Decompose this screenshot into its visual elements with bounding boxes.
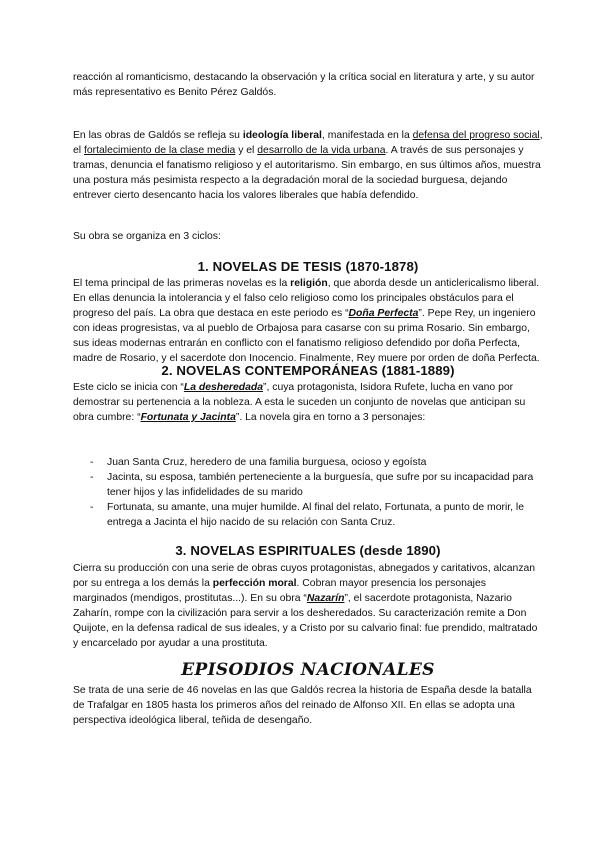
- episodios-paragraph: Se trata de una serie de 46 novelas en las que Galdós recrea la historia de España desde la batalla de Trafalgar en 1805 hasta los primeros años del reinado de Alfonso XII. En ellas se adopta una perspectiva ideológica liberal, teñida de desengaño.: [73, 685, 532, 726]
- underlined-phrase: fortalecimiento de la clase media: [83, 145, 236, 156]
- heading-novelas-contemporaneas: 2. NOVELAS CONTEMPORÁNEAS (1881-1889): [161, 363, 455, 378]
- list-item: - Jacinta, su esposa, también perteneciente a la burguesía, que sufre por su incapacidad para tener hijos y las infidelidades de su marido: [88, 470, 543, 500]
- heading-novelas-espirituales: 3. NOVELAS ESPIRITUALES (desde 1890): [175, 543, 441, 558]
- work-title-nazarin: Nazarín: [306, 593, 345, 604]
- ciclos-intro: Su obra se organiza en 3 ciclos:: [73, 231, 221, 242]
- characters-list: [88, 455, 543, 530]
- contemporaneas-paragraph: Este ciclo se inicia con “La desheredada”, cuya protagonista, Isidora Rufete, lucha en vano por demostrar su pertenencia a la nobleza. A esta le suceden un conjunto de novelas que anticipan su obra cumbre: “Fortunata y Jacinta”. La novela gira en torno a 3 personajes:: [73, 382, 526, 423]
- religion-term: religión: [290, 278, 328, 289]
- heading-episodios-nacionales: EPISODIOS NACIONALES: [181, 660, 435, 680]
- intro-paragraph: reacción al romanticismo, destacando la observación y la crítica social en literatura y arte, y su autor más representativo es Benito Pérez Galdós.: [73, 72, 535, 98]
- list-item: - Fortunata, su amante, una mujer humilde. Al final del relato, Fortunata, a punto de morir, le entrega a Jacinta el hijo nacido de su relación con Santa Cruz.: [88, 500, 543, 530]
- perfeccion-moral-term: perfección moral: [212, 578, 297, 589]
- work-title-fortunata-y-jacinta: Fortunata y Jacinta: [140, 412, 236, 423]
- work-title-dona-perfecta: Doña Perfecta: [348, 308, 419, 319]
- list-item: - Juan Santa Cruz, heredero de una familia burguesa, ocioso y egoísta: [88, 455, 543, 470]
- ideologia-liberal-term: ideología liberal: [242, 130, 322, 141]
- work-title-la-desheredada: La desheredada: [183, 382, 264, 393]
- tesis-paragraph: El tema principal de las primeras novelas es la religión, que aborda desde un anticlericalismo liberal. En ellas denuncia la intolerancia y el falso celo religioso como los principales obstáculos para el progreso del país. La obra que destaca en este periodo es “Doña Perfecta”. Pepe Rey, un ingeniero con ideas progresistas, va al pueblo de Orbajosa para casarse con su prima Rosario. Sin embargo, sus ideas modernas entrarán en conflicto con el fanatismo religioso defendido por doña Perfecta, madre de Rosario, y el sacerdote don Inocencio. Finalmente, Rey muere por orden de doña Perfecta.: [73, 278, 540, 364]
- ideologia-paragraph: En las obras de Galdós se refleja su ideología liberal, manifestada en la defensa del progreso social, el fortalecimiento de la clase media y el desarrollo de la vida urbana. A través de sus personajes y tramas, denuncia el fanatismo religioso y el autoritarismo. Sin embargo, en sus últimos años, muestra una postura más pesimista respecto a la degradación moral de la sociedad burguesa, dejando entrever cierto desencanto hacia los valores liberales que había defendido.: [73, 130, 543, 201]
- espirituales-paragraph: Cierra su producción con una serie de obras cuyos protagonistas, abnegados y caritativos, alcanzan por su entrega a los demás la perfección moral. Cobran mayor presencia los personajes marginados (mendigos, prostitutas...). En su obra “Nazarín”, el sacerdote protagonista, Nazario Zaharín, rompe con la civilización para servir a los desheredados. Su caracterización remite a Don Quijote, en la defensa radical de sus ideales, y a Cristo por su calvario final: fue prendido, maltratado y encarcelado por ayudar a una prostituta.: [73, 563, 538, 649]
- underlined-phrase: desarrollo de la vida urbana: [257, 145, 386, 156]
- heading-novelas-de-tesis: 1. NOVELAS DE TESIS (1870-1878): [197, 259, 419, 274]
- underlined-phrase: defensa del progreso social: [412, 130, 540, 141]
